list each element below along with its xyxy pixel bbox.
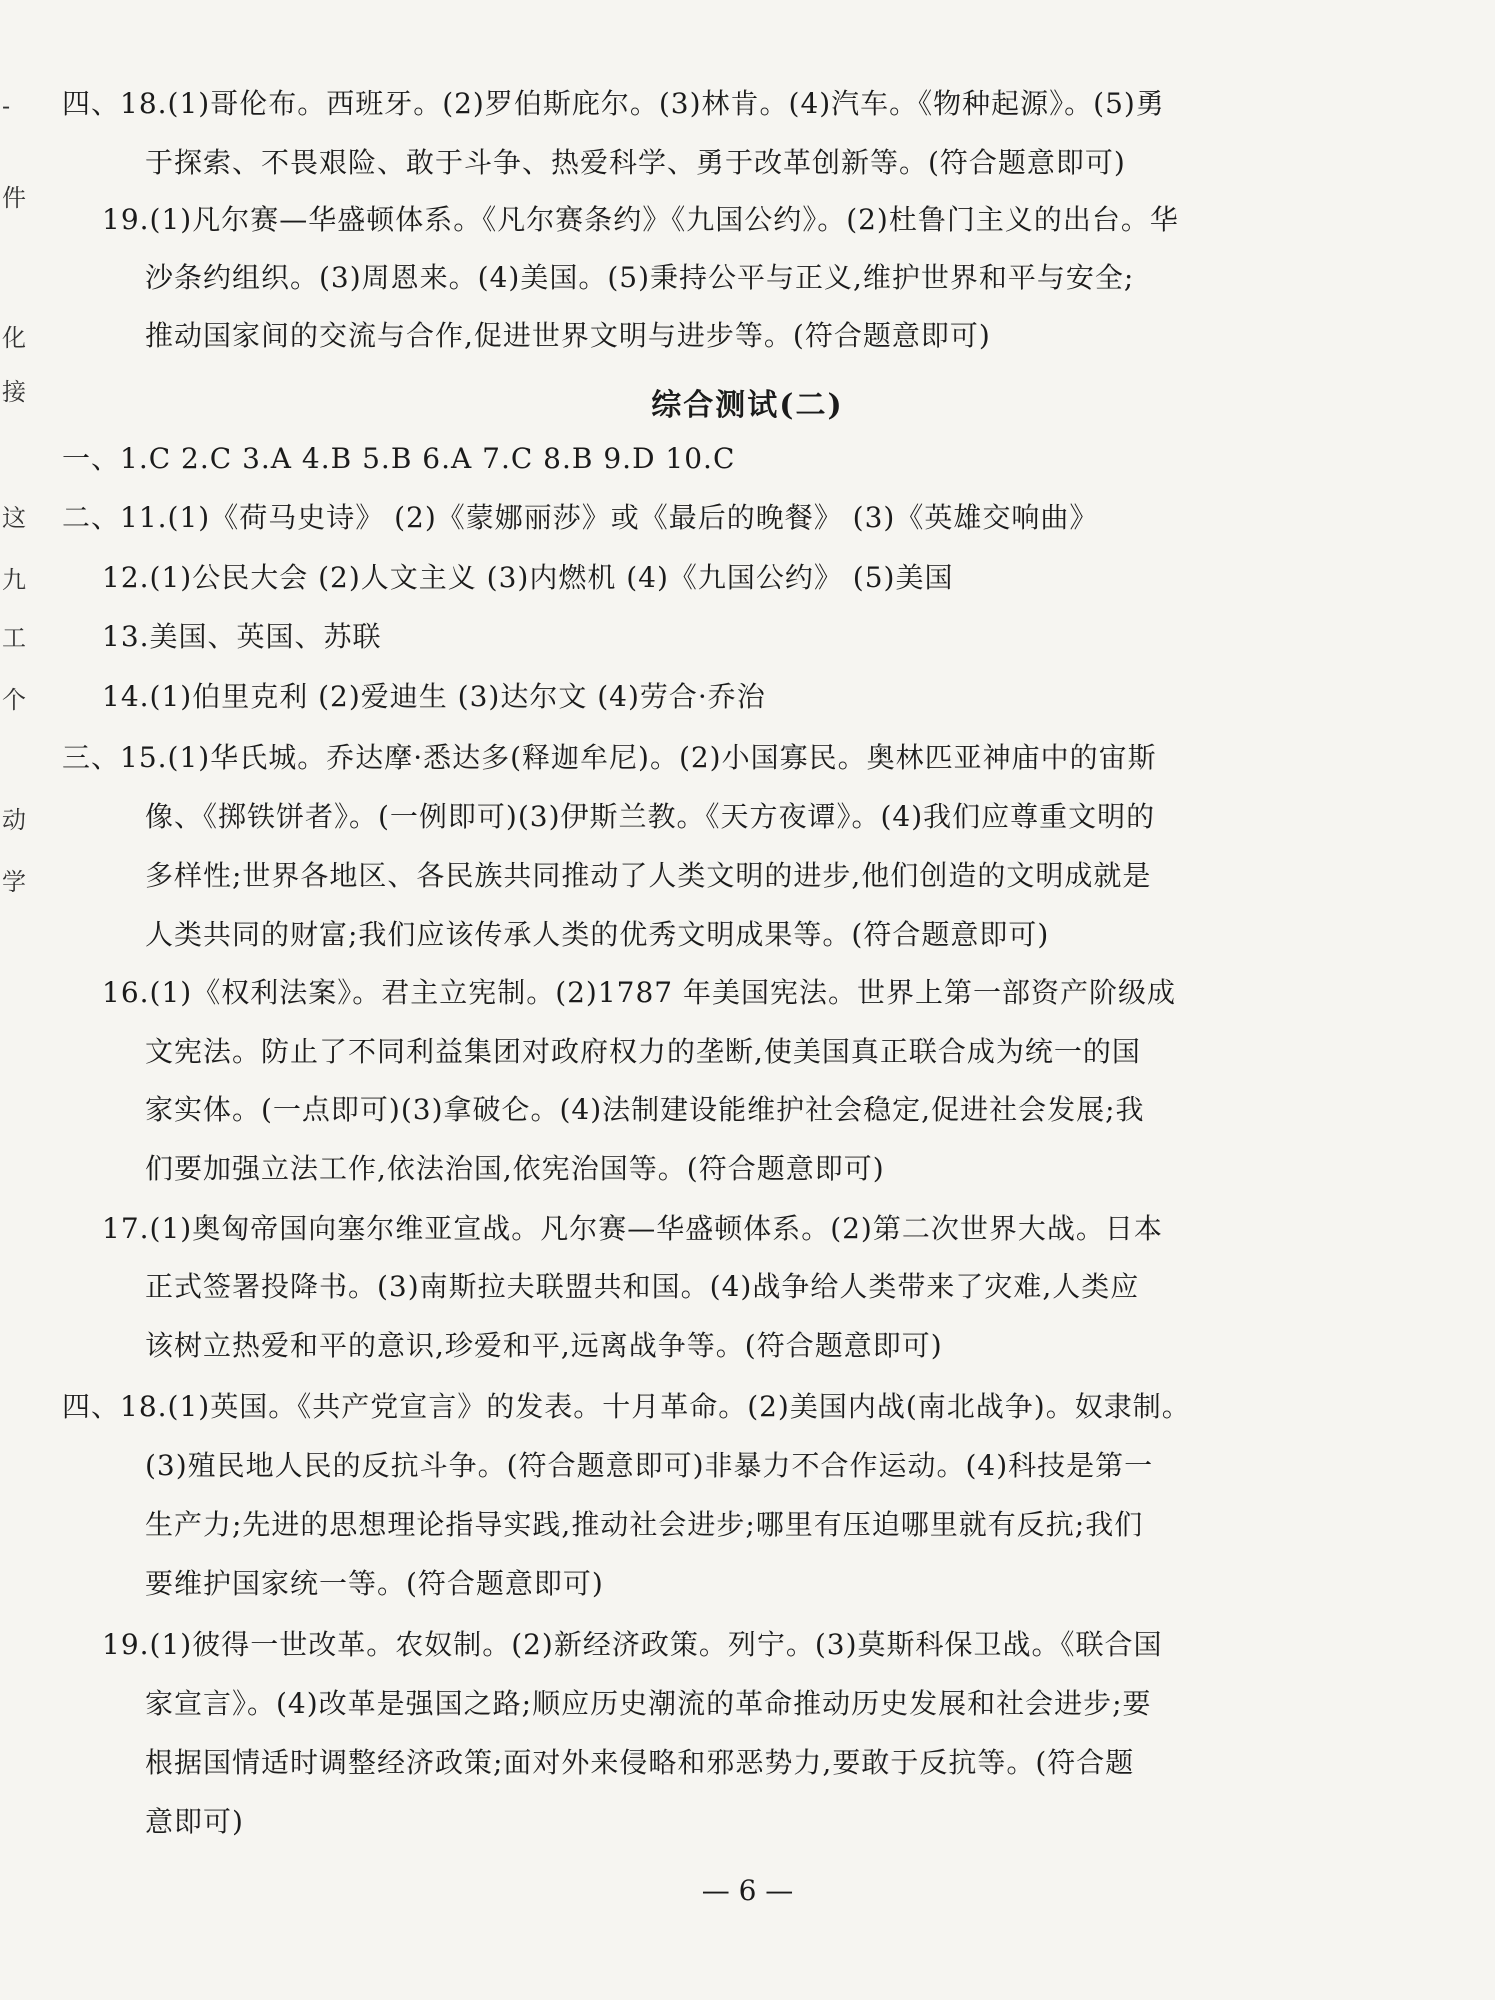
answer-line: 正式签署投降书。(3)南斯拉夫联盟共和国。(4)战争给人类带来了灾难,人类应 (145, 1270, 1140, 1303)
answer-line: 生产力;先进的思想理论指导实践,推动社会进步;哪里有压迫哪里就有反抗;我们 (145, 1508, 1144, 1541)
margin-fragment: 个 (2, 686, 26, 714)
answer-line: 意即可) (145, 1805, 244, 1838)
answer-line: 12.(1)公民大会 (2)人文主义 (3)内燃机 (4)《九国公约》 (5)美国 (102, 561, 954, 594)
section-title: 综合测试(二) (651, 388, 844, 423)
answer-line: 14.(1)伯里克利 (2)爱迪生 (3)达尔文 (4)劳合·乔治 (102, 680, 766, 713)
margin-fragment: 工 (2, 624, 26, 652)
margin-fragment: 动 (2, 806, 26, 834)
answer-line: 该树立热爱和平的意识,珍爱和平,远离战争等。(符合题意即可) (145, 1329, 943, 1362)
answer-line: 三、15.(1)华氏城。乔达摩·悉达多(释迦牟尼)。(2)小国寡民。奥林匹亚神庙中的宙斯 (62, 741, 1157, 774)
answer-line: 文宪法。防止了不同利益集团对政府权力的垄断,使美国真正联合成为统一的国 (145, 1035, 1141, 1068)
answer-line: 家实体。(一点即可)(3)拿破仑。(4)法制建设能维护社会稳定,促进社会发展;我 (145, 1093, 1145, 1126)
answer-line: (3)殖民地人民的反抗斗争。(符合题意即可)非暴力不合作运动。(4)科技是第一 (145, 1449, 1154, 1482)
page-number: — 6 — (701, 1874, 794, 1907)
answer-line: 家宣言》。(4)改革是强国之路;顺应历史潮流的革命推动历史发展和社会进步;要 (145, 1687, 1152, 1720)
answer-line: 多样性;世界各地区、各民族共同推动了人类文明的进步,他们创造的文明成就是 (145, 859, 1152, 892)
answer-line: 19.(1)彼得一世改革。农奴制。(2)新经济政策。列宁。(3)莫斯科保卫战。《联合国 (102, 1628, 1163, 1661)
margin-fragment: 学 (2, 868, 26, 896)
answer-line: 像、《掷铁饼者》。(一例即可)(3)伊斯兰教。《天方夜谭》。(4)我们应尊重文明的 (145, 800, 1156, 833)
answer-line: 一、1.C 2.C 3.A 4.B 5.B 6.A 7.C 8.B 9.D 10.C (62, 442, 736, 475)
margin-fragment: - (2, 92, 11, 120)
margin-fragment: 件 (2, 184, 26, 212)
answer-line: 人类共同的财富;我们应该传承人类的优秀文明成果等。(符合题意即可) (145, 918, 1050, 951)
answer-line: 四、18.(1)英国。《共产党宣言》的发表。十月革命。(2)美国内战(南北战争)。奴隶制。 (62, 1390, 1191, 1423)
margin-fragment: 接 (2, 378, 26, 406)
answer-line: 17.(1)奥匈帝国向塞尔维亚宣战。凡尔赛—华盛顿体系。(2)第二次世界大战。日本 (102, 1212, 1163, 1245)
margin-fragment: 化 (2, 324, 26, 352)
answer-line: 13.美国、英国、苏联 (102, 620, 382, 653)
answer-line: 推动国家间的交流与合作,促进世界文明与进步等。(符合题意即可) (145, 319, 991, 352)
answer-line: 16.(1)《权利法案》。君主立宪制。(2)1787 年美国宪法。世界上第一部资产阶级成 (102, 976, 1177, 1009)
answer-line: 沙条约组织。(3)周恩来。(4)美国。(5)秉持公平与正义,维护世界和平与安全; (145, 261, 1135, 294)
answer-line: 们要加强立法工作,依法治国,依宪治国等。(符合题意即可) (145, 1152, 885, 1185)
answer-line: 根据国情适时调整经济政策;面对外来侵略和邪恶势力,要敢于反抗等。(符合题 (145, 1746, 1135, 1779)
answer-line: 于探索、不畏艰险、敢于斗争、热爱科学、勇于改革创新等。(符合题意即可) (145, 146, 1126, 179)
answer-line: 要维护国家统一等。(符合题意即可) (145, 1567, 604, 1600)
answer-line: 19.(1)凡尔赛—华盛顿体系。《凡尔赛条约》《九国公约》。(2)杜鲁门主义的出台。华 (102, 203, 1179, 236)
answer-line: 四、18.(1)哥伦布。西班牙。(2)罗伯斯庇尔。(3)林肯。(4)汽车。《物种起源》。(5)勇 (62, 87, 1165, 120)
margin-fragment: 九 (2, 566, 26, 594)
answer-line: 二、11.(1)《荷马史诗》 (2)《蒙娜丽莎》或《最后的晚餐》 (3)《英雄交响曲》 (62, 501, 1099, 534)
margin-fragment: 这 (2, 504, 26, 532)
